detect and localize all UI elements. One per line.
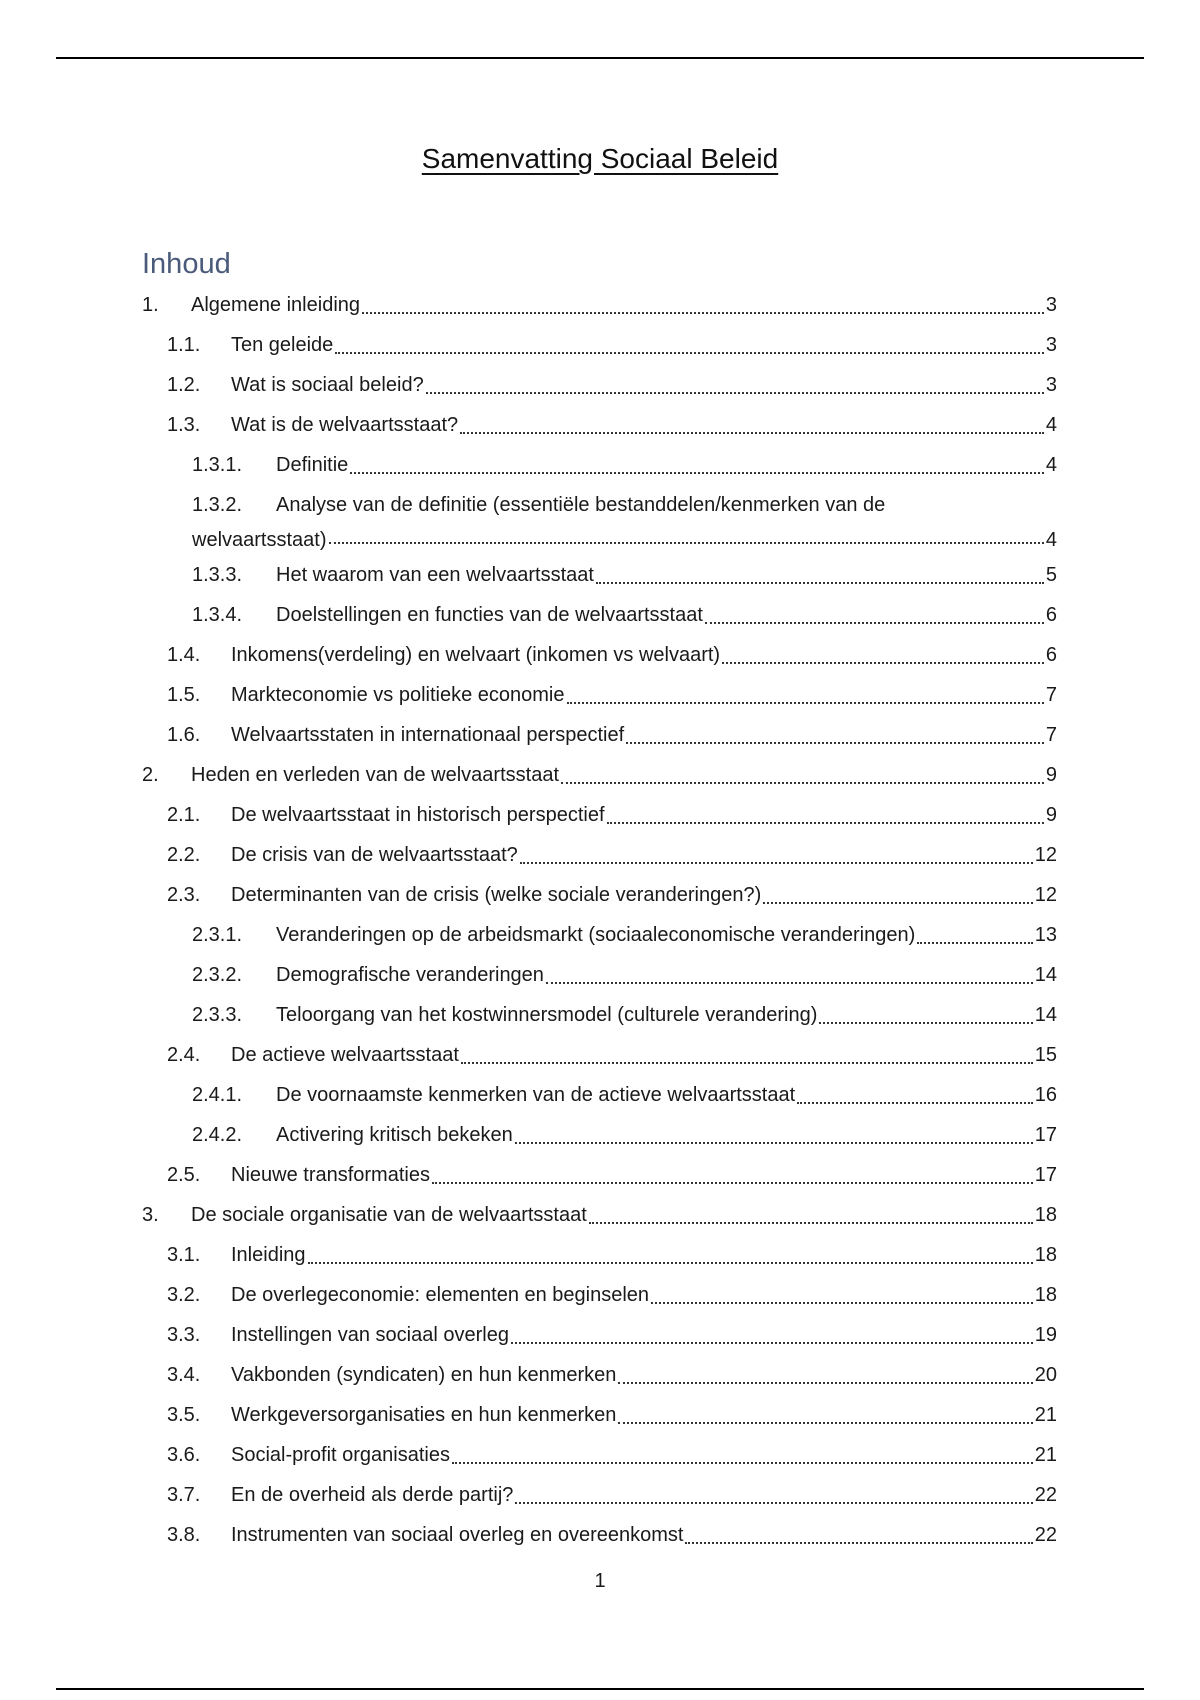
toc-entry-title: En de overheid als derde partij?: [231, 1484, 514, 1506]
toc-entry[interactable]: [142, 325, 1057, 365]
toc-entry[interactable]: [142, 1275, 1057, 1315]
toc-entry-title: Teloorgang van het kostwinnersmodel (culturele verandering): [276, 1004, 818, 1026]
toc-dot-leader: [589, 1222, 1033, 1224]
toc-entry-page: 20: [1034, 1364, 1057, 1386]
toc-entry-number: 1.4.: [167, 644, 201, 666]
toc-entry[interactable]: [142, 1435, 1057, 1475]
toc-dot-leader: [329, 542, 1044, 544]
toc-entry-page: 17: [1034, 1164, 1057, 1186]
toc-entry[interactable]: [142, 485, 1057, 555]
footer-rule: [56, 1688, 1144, 1690]
toc-entry[interactable]: [142, 875, 1057, 915]
toc-dot-leader: [511, 1342, 1033, 1344]
toc-entry-title: Wat is sociaal beleid?: [231, 374, 424, 396]
toc-entry-page: 14: [1034, 964, 1057, 986]
toc-entry-number: 2.4.: [167, 1044, 201, 1066]
toc-entry-page: 6: [1045, 604, 1057, 626]
toc-entry-page: 3: [1045, 334, 1057, 356]
toc-dot-leader: [561, 782, 1044, 784]
toc-dot-leader: [626, 742, 1044, 744]
toc-entry-title: Doelstellingen en functies van de welvaartsstaat: [276, 604, 703, 626]
toc-entry-number: 2.3.3.: [192, 1004, 243, 1026]
toc-entry-number: 2.3.2.: [192, 964, 243, 986]
toc-entry-title: Nieuwe transformaties: [231, 1164, 430, 1186]
toc-dot-leader: [426, 392, 1044, 394]
toc-entry[interactable]: [142, 1035, 1057, 1075]
toc-entry-title: De voornaamste kenmerken van de actieve welvaartsstaat: [276, 1084, 796, 1106]
toc-entry[interactable]: [142, 1155, 1057, 1195]
toc-entry-page: 16: [1034, 1084, 1057, 1106]
page-number: 1: [594, 1570, 606, 1592]
toc-dot-leader: [452, 1462, 1033, 1464]
toc-entry[interactable]: [142, 955, 1057, 995]
toc-entry-page: 3: [1045, 374, 1057, 396]
toc-entry-page: 17: [1034, 1124, 1057, 1146]
toc-entry-number: 2.5.: [167, 1164, 201, 1186]
toc-dot-leader: [350, 472, 1044, 474]
toc-entry[interactable]: [142, 445, 1057, 485]
toc-entry-title: Inkomens(verdeling) en welvaart (inkomen vs welvaart): [231, 644, 721, 666]
toc-entry-page: 21: [1034, 1404, 1057, 1426]
toc-entry[interactable]: [142, 755, 1057, 795]
toc-entry-number: 1.6.: [167, 724, 201, 746]
toc-entry-page: 3: [1045, 294, 1057, 316]
toc-entry-page: 7: [1045, 684, 1057, 706]
toc-entry-number: 2.2.: [167, 844, 201, 866]
toc-entry[interactable]: [142, 835, 1057, 875]
toc-heading: Inhoud: [142, 248, 231, 280]
toc-entry-title: Social-profit organisaties: [231, 1444, 450, 1466]
toc-entry-title: Analyse van de definitie (essentiële bestanddelen/kenmerken van de: [276, 494, 886, 516]
toc-entry-title: De sociale organisatie van de welvaartsstaat: [191, 1204, 587, 1226]
toc-entry[interactable]: [142, 1115, 1057, 1155]
toc-entry-title: Demografische veranderingen: [276, 964, 544, 986]
toc-entry-number: 2.4.2.: [192, 1124, 243, 1146]
toc-entry-number: 1.2.: [167, 374, 201, 396]
toc-entry-number: 3.7.: [167, 1484, 201, 1506]
toc-entry-title: Instrumenten van sociaal overleg en overeenkomst: [231, 1524, 684, 1546]
toc-dot-leader: [618, 1382, 1032, 1384]
toc-entry-page: 19: [1034, 1324, 1057, 1346]
toc-dot-leader: [362, 312, 1044, 314]
toc-entry[interactable]: [142, 915, 1057, 955]
toc-entry[interactable]: [142, 715, 1057, 755]
toc-entry-number: 1.3.1.: [192, 454, 243, 476]
toc-entry[interactable]: [142, 285, 1057, 325]
toc-entry-number: 2.1.: [167, 804, 201, 826]
toc-entry-title: De welvaartsstaat in historisch perspectief: [231, 804, 605, 826]
toc-entry-page: 18: [1034, 1204, 1057, 1226]
toc-entry-title: Ten geleide: [231, 334, 334, 356]
toc-entry[interactable]: [142, 555, 1057, 595]
toc-entry[interactable]: [142, 1315, 1057, 1355]
toc-entry-page: 21: [1034, 1444, 1057, 1466]
toc-entry-page: 6: [1045, 644, 1057, 666]
toc-entry-number: 3.4.: [167, 1364, 201, 1386]
toc-entry-title: De actieve welvaartsstaat: [231, 1044, 459, 1066]
toc-dot-leader: [607, 822, 1044, 824]
toc-entry-title-continued: welvaartsstaat): [192, 529, 327, 551]
toc-dot-leader: [722, 662, 1044, 664]
toc-entry-title: Veranderingen op de arbeidsmarkt (sociaaleconomische veranderingen): [276, 924, 916, 946]
toc-entry-number: 1.3.: [167, 414, 201, 436]
toc-dot-leader: [308, 1262, 1033, 1264]
toc-entry-page: 4: [1045, 529, 1057, 551]
header-rule: [56, 57, 1144, 59]
toc-dot-leader: [685, 1542, 1032, 1544]
toc-entry-number: 3.2.: [167, 1284, 201, 1306]
toc-dot-leader: [596, 582, 1044, 584]
toc-entry-title: De overlegeconomie: elementen en beginselen: [231, 1284, 650, 1306]
toc-entry-page: 13: [1034, 924, 1057, 946]
toc-entry-title: Activering kritisch bekeken: [276, 1124, 513, 1146]
toc-entry-title: Wat is de welvaartsstaat?: [231, 414, 459, 436]
toc-entry-title: Welvaartsstaten in internationaal perspectief: [231, 724, 625, 746]
toc-entry[interactable]: [142, 1075, 1057, 1115]
toc-entry-title: Algemene inleiding: [191, 294, 361, 316]
toc-entry-title: Vakbonden (syndicaten) en hun kenmerken: [231, 1364, 617, 1386]
toc-dot-leader: [515, 1142, 1033, 1144]
toc-entry-title: Determinanten van de crisis (welke sociale veranderingen?): [231, 884, 762, 906]
toc-dot-leader: [819, 1022, 1032, 1024]
toc-entry-number: 2.3.1.: [192, 924, 243, 946]
toc-entry-number: 1.3.3.: [192, 564, 243, 586]
toc-entry-number: 3.: [142, 1204, 159, 1226]
toc-entry-page: 4: [1045, 454, 1057, 476]
toc-entry[interactable]: [142, 1355, 1057, 1395]
toc-entry-number: 1.3.2.: [192, 494, 243, 516]
toc-entry[interactable]: [142, 595, 1057, 635]
toc-dot-leader: [432, 1182, 1033, 1184]
toc-entry-number: 1.5.: [167, 684, 201, 706]
toc-entry-number: 2.4.1.: [192, 1084, 243, 1106]
toc-entry-page: 12: [1034, 884, 1057, 906]
toc-dot-leader: [335, 352, 1044, 354]
toc-dot-leader: [460, 432, 1044, 434]
toc-entry[interactable]: [142, 365, 1057, 405]
toc-entry-page: 22: [1034, 1484, 1057, 1506]
toc-dot-leader: [520, 862, 1033, 864]
toc-entry-page: 15: [1034, 1044, 1057, 1066]
toc-entry[interactable]: [142, 1235, 1057, 1275]
toc-entry-page: 9: [1045, 804, 1057, 826]
toc-entry-number: 2.3.: [167, 884, 201, 906]
toc-entry-page: 18: [1034, 1284, 1057, 1306]
toc-entry-number: 3.5.: [167, 1404, 201, 1426]
toc-dot-leader: [618, 1422, 1032, 1424]
toc-entry-title: Inleiding: [231, 1244, 306, 1266]
table-of-contents: [142, 285, 1057, 1555]
toc-entry-title: Heden en verleden van de welvaartsstaat: [191, 764, 560, 786]
toc-entry-number: 2.: [142, 764, 159, 786]
toc-entry-title: De crisis van de welvaartsstaat?: [231, 844, 518, 866]
toc-entry-number: 3.3.: [167, 1324, 201, 1346]
toc-entry[interactable]: [142, 635, 1057, 675]
toc-entry-title: Het waarom van een welvaartsstaat: [276, 564, 594, 586]
toc-dot-leader: [546, 982, 1033, 984]
toc-entry-page: 5: [1045, 564, 1057, 586]
toc-entry[interactable]: [142, 405, 1057, 445]
toc-entry[interactable]: [142, 1475, 1057, 1515]
toc-dot-leader: [461, 1062, 1033, 1064]
toc-entry-page: 7: [1045, 724, 1057, 746]
toc-entry[interactable]: [142, 1395, 1057, 1435]
toc-entry-title: Definitie: [276, 454, 349, 476]
toc-entry-title: Markteconomie vs politieke economie: [231, 684, 565, 706]
toc-dot-leader: [567, 702, 1044, 704]
toc-entry[interactable]: [142, 795, 1057, 835]
toc-entry[interactable]: [142, 1515, 1057, 1555]
toc-entry-number: 3.1.: [167, 1244, 201, 1266]
toc-dot-leader: [515, 1502, 1032, 1504]
toc-entry-title: Werkgeversorganisaties en hun kenmerken: [231, 1404, 617, 1426]
toc-dot-leader: [797, 1102, 1033, 1104]
toc-entry-number: 3.6.: [167, 1444, 201, 1466]
toc-entry[interactable]: [142, 995, 1057, 1035]
toc-entry-page: 22: [1034, 1524, 1057, 1546]
toc-dot-leader: [705, 622, 1044, 624]
toc-entry-title: Instellingen van sociaal overleg: [231, 1324, 509, 1346]
toc-entry[interactable]: [142, 1195, 1057, 1235]
toc-entry-number: 1.3.4.: [192, 604, 243, 626]
document-title: Samenvatting Sociaal Beleid: [421, 143, 779, 174]
toc-entry[interactable]: [142, 675, 1057, 715]
toc-entry-page: 4: [1045, 414, 1057, 436]
toc-entry-number: 3.8.: [167, 1524, 201, 1546]
toc-entry-page: 14: [1034, 1004, 1057, 1026]
toc-entry-page: 18: [1034, 1244, 1057, 1266]
toc-entry-number: 1.1.: [167, 334, 201, 356]
toc-dot-leader: [917, 942, 1032, 944]
toc-dot-leader: [763, 902, 1032, 904]
toc-dot-leader: [651, 1302, 1033, 1304]
toc-entry-page: 12: [1034, 844, 1057, 866]
toc-entry-page: 9: [1045, 764, 1057, 786]
toc-entry-number: 1.: [142, 294, 159, 316]
